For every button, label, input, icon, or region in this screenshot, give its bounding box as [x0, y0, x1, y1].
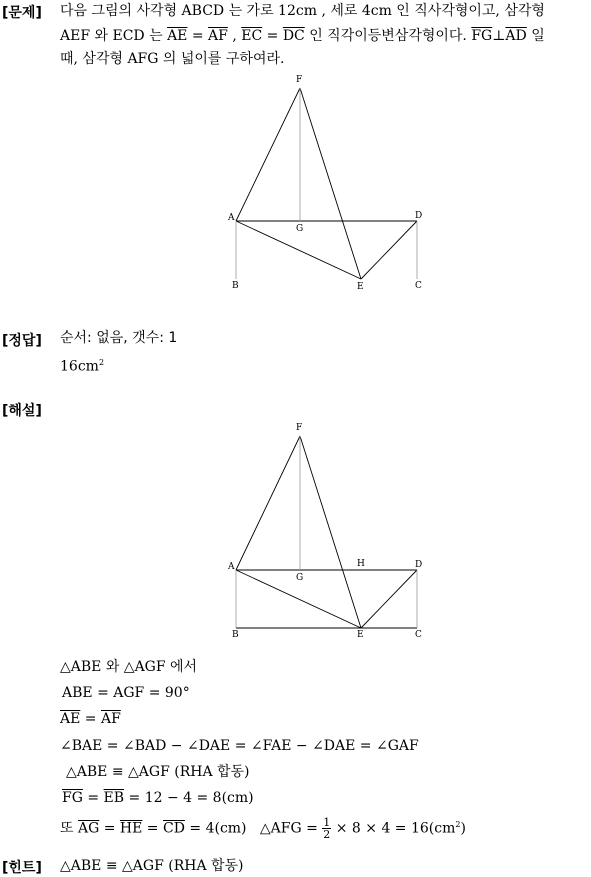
figure2-label-a: A [228, 562, 235, 572]
figure2-label-b: B [232, 630, 239, 640]
problem-line-1: 다음 그림의 사각형 ABCD 는 가로 12cm , 세로 4cm 인 직사각형이고, 삼각형 [60, 3, 545, 19]
explanation-line-7: 또 $\overline{AG} = \overline{HE} = \overline{CD} = 4(cm)$ △AFG = $\frac{1}{2}$ × $8 \times 4 = 16(cm^2)$ [60, 816, 466, 841]
segment-ec: $\overline{EC}$ [241, 28, 263, 44]
problem-tag: [문제] [2, 5, 42, 21]
figure2-label-h: H [357, 559, 365, 569]
figure2-label-f: F [296, 423, 303, 433]
answer-line-1: 순서: 없음, 갯수: 1 [60, 330, 178, 346]
explanation-line-2: ABE = AGF = 90° [62, 685, 190, 701]
segment-dc: $\overline{DC}$ [282, 28, 305, 44]
figure1-label-f: F [296, 75, 303, 85]
figure1-label-a: A [228, 213, 235, 223]
figure2-label-d: D [415, 560, 423, 570]
figure2-label-c: C [415, 630, 422, 640]
explanation-line-4: ∠BAE = ∠BAD − ∠DAE = ∠FAE − ∠DAE = ∠GAF [60, 738, 419, 754]
figure2-label-g: G [296, 573, 304, 583]
segment-ae: $\overline{AE}$ [167, 28, 188, 44]
figure1-label-c: C [415, 281, 422, 291]
fraction-half: $\frac{1}{2}$ [323, 816, 331, 841]
explanation-line-6: $\overline{FG} = \overline{EB} = 12 - 4 = 8(cm)$ [62, 790, 254, 806]
figure1-label-d: D [415, 211, 423, 221]
problem-line-2: AEF 와 ECD 는 $\overline{AE} = \overline{AF}$ , $\overline{EC} = \overline{DC}$ 인 직각이등변삼각형이다. $\overline{FG}\perp\overline{AD}$ 일 [60, 28, 545, 44]
segment-fg: $\overline{FG}$ [471, 28, 493, 44]
explanation-tag: [해설] [2, 403, 42, 419]
answer-value: $16cm^2$ [60, 358, 105, 375]
figure1-label-g: G [296, 224, 304, 234]
figure1-label-b: B [232, 281, 239, 291]
explanation-line-5: △ABE ≡ △AGF (RHA 합동) [66, 764, 250, 780]
figure1-label-e: E [357, 282, 364, 292]
explanation-line-1: △ABE 와 △AGF 에서 [60, 659, 198, 675]
segment-ad: $\overline{AD}$ [505, 28, 527, 44]
problem-line-3: 때, 삼각형 AFG 의 넓이를 구하여라. [60, 51, 285, 67]
segment-af: $\overline{AF}$ [208, 28, 228, 44]
hint-text: △ABE ≡ △AGF (RHA 합동) [60, 858, 244, 874]
figure2-label-e: E [357, 630, 364, 640]
answer-tag: [정답] [2, 333, 42, 349]
hint-tag: [힌트] [2, 860, 42, 876]
explanation-line-3: $\overline{AE} = \overline{AF}$ [60, 711, 121, 727]
